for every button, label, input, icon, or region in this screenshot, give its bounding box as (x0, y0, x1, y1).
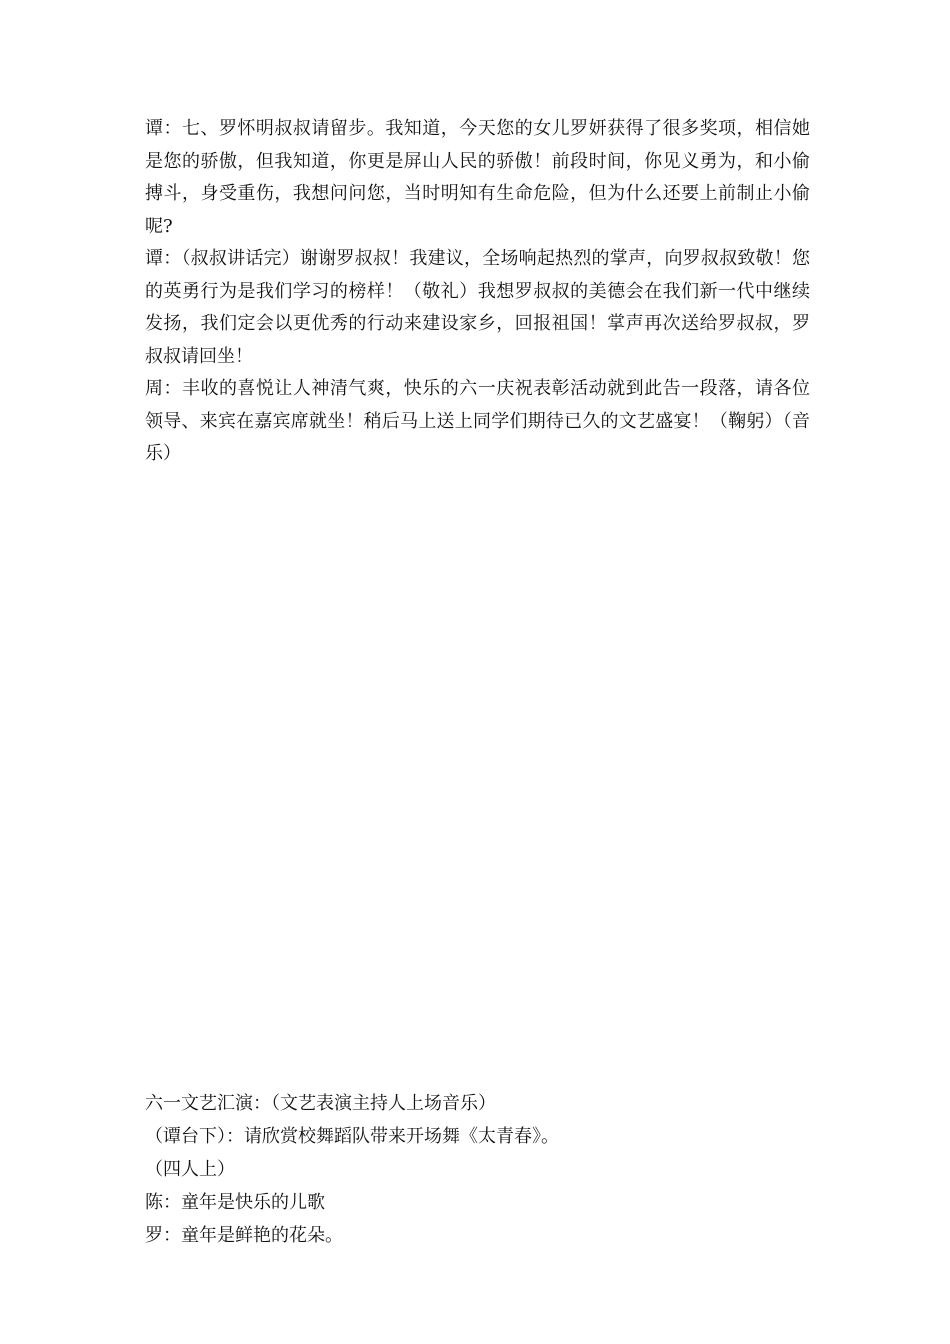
line-opening-dance: （谭台下）：请欣赏校舞蹈队带来开场舞《太青春》。 (145, 1126, 559, 1147)
document-section-bottom (145, 1087, 810, 1252)
paragraph-zhou-closing: 周：丰收的喜悦让人神清气爽，快乐的六一庆祝表彰活动就到此告一段落，请各位领导、来宾在嘉宾席就坐！稍后马上送上同学们期待已久的文艺盛宴！（鞠躬）（音乐） (145, 378, 810, 464)
paragraph-tan-thanks: 谭：（叔叔讲话完）谢谢罗叔叔！我建议，全场响起热烈的掌声，向罗叔叔致敬！您的英勇行为是我们学习的榜样！（敬礼）我想罗叔叔的美德会在我们新一代中继续发扬，我们定会以更优秀的行动来建设家乡，回报祖国！掌声再次送给罗叔叔，罗叔叔请回坐！ (145, 248, 810, 367)
document-section-top (145, 113, 810, 471)
line-luo: 罗：童年是鲜艳的花朵。 (145, 1225, 343, 1246)
line-four-hosts-enter: （四人上） (145, 1159, 235, 1180)
paragraph-tan-question: 谭：七、罗怀明叔叔请留步。我知道，今天您的女儿罗妍获得了很多奖项，相信她是您的骄傲，但我知道，你更是屏山人民的骄傲！前段时间，你见义勇为，和小偷搏斗，身受重伤，我想问问您，当时明知有生命危险，但为什么还要上前制止小偷呢? (145, 118, 810, 237)
line-performance-heading: 六一文艺汇演：（文艺表演主持人上场音乐） (145, 1093, 496, 1114)
line-chen: 陈：童年是快乐的儿歌 (145, 1192, 325, 1213)
